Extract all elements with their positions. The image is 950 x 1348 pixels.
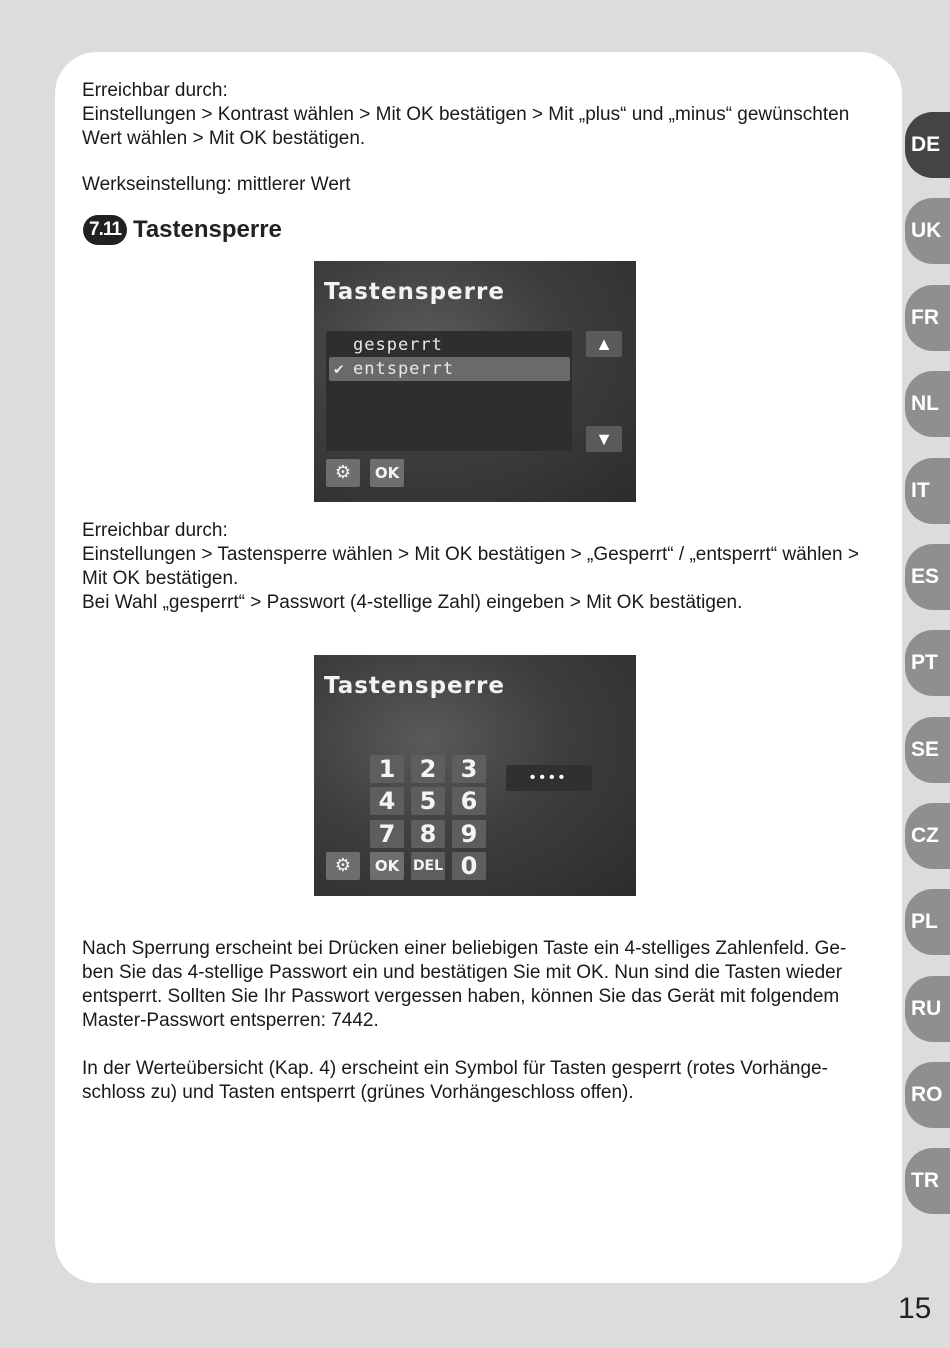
body-line: schloss zu) und Tasten entsperrt (grünes Vorhängeschloss offen). — [82, 1082, 634, 1103]
access-paragraph — [82, 519, 872, 615]
gear-icon: ⚙ — [334, 855, 352, 876]
key-9[interactable]: 9 — [452, 820, 486, 848]
screen-title: Tastensperre — [324, 279, 505, 305]
key-8[interactable]: 8 — [411, 820, 445, 848]
tab-fr[interactable]: FR — [905, 285, 950, 351]
body-paragraph-2 — [82, 1057, 862, 1105]
password-display: •••• — [506, 765, 592, 791]
tab-uk[interactable]: UK — [905, 198, 950, 264]
section-heading — [83, 214, 282, 246]
tab-ru[interactable]: RU — [905, 976, 950, 1042]
intro-paragraph — [82, 79, 872, 151]
arrow-up-icon: ▲ — [595, 334, 613, 354]
arrow-down-icon: ▼ — [595, 429, 613, 449]
tab-ro[interactable]: RO — [905, 1062, 950, 1128]
factory-setting: Werkseinstellung: mittlerer Wert — [82, 174, 351, 195]
key-1[interactable]: 1 — [370, 755, 404, 783]
tab-cz[interactable]: CZ — [905, 803, 950, 869]
key-0[interactable]: 0 — [452, 852, 486, 880]
scroll-down-button[interactable] — [586, 426, 622, 452]
page-number: 15 — [898, 1292, 932, 1325]
option-entsperrt[interactable] — [329, 357, 570, 381]
checkmark-icon: ✔ — [334, 359, 345, 378]
tab-pt[interactable]: PT — [905, 630, 950, 696]
tab-es[interactable]: ES — [905, 544, 950, 610]
access-line: Erreichbar durch: — [82, 520, 228, 541]
settings-button[interactable] — [326, 459, 360, 487]
option-list — [326, 331, 572, 451]
settings-button[interactable] — [326, 852, 360, 880]
body-line: Nach Sperrung erscheint bei Drücken einer beliebigen Taste ein 4-stelliges Zahlenfeld. Ge- — [82, 938, 847, 959]
access-line: Bei Wahl „gesperrt“ > Passwort (4-stellige Zahl) eingeben > Mit OK bestätigen. — [82, 592, 743, 613]
body-paragraph-1 — [82, 937, 862, 1033]
access-line: Einstellungen > Tastensperre wählen > Mit OK bestätigen > „Gesperrt“ / „entsperrt“ wählen > — [82, 544, 859, 565]
option-label: gesperrt — [353, 335, 443, 355]
delete-button[interactable]: DEL — [411, 852, 445, 880]
key-6[interactable]: 6 — [452, 787, 486, 815]
body-line: Master-Passwort entsperren: 7442. — [82, 1010, 379, 1031]
ok-button[interactable]: OK — [370, 852, 404, 880]
intro-line: Einstellungen > Kontrast wählen > Mit OK bestätigen > Mit „plus“ und „minus“ gewünschten — [82, 104, 850, 125]
key-7[interactable]: 7 — [370, 820, 404, 848]
option-gesperrt[interactable] — [329, 333, 570, 357]
key-2[interactable]: 2 — [411, 755, 445, 783]
tab-se[interactable]: SE — [905, 717, 950, 783]
key-3[interactable]: 3 — [452, 755, 486, 783]
tab-it[interactable]: IT — [905, 458, 950, 524]
key-5[interactable]: 5 — [411, 787, 445, 815]
tab-nl[interactable]: NL — [905, 371, 950, 437]
scroll-up-button[interactable] — [586, 331, 622, 357]
tab-de[interactable]: DE — [905, 112, 950, 178]
key-4[interactable]: 4 — [370, 787, 404, 815]
gear-icon: ⚙ — [334, 462, 352, 483]
section-title: Tastensperre — [132, 216, 282, 243]
intro-line: Wert wählen > Mit OK bestätigen. — [82, 128, 366, 149]
tab-pl[interactable]: PL — [905, 889, 950, 955]
device-screen-lock-select — [314, 261, 636, 502]
body-line: entsperrt. Sollten Sie Ihr Passwort vergessen haben, können Sie das Gerät mit folgendem — [82, 986, 840, 1007]
option-label: entsperrt — [353, 359, 455, 379]
screen-title: Tastensperre — [324, 673, 505, 699]
body-line: In der Werteübersicht (Kap. 4) erscheint ein Symbol für Tasten gesperrt (rotes Vorhänge- — [82, 1058, 828, 1079]
intro-line: Erreichbar durch: — [82, 80, 228, 101]
section-number-badge: 7.11 — [83, 215, 127, 245]
ok-button[interactable]: OK — [370, 459, 404, 487]
tab-tr[interactable]: TR — [905, 1148, 950, 1214]
language-tabs — [905, 0, 950, 1348]
device-screen-keypad — [314, 655, 636, 896]
access-line: Mit OK bestätigen. — [82, 568, 239, 589]
body-line: ben Sie das 4-stellige Passwort ein und bestätigen Sie mit OK. Nun sind die Tasten wieder — [82, 962, 843, 983]
